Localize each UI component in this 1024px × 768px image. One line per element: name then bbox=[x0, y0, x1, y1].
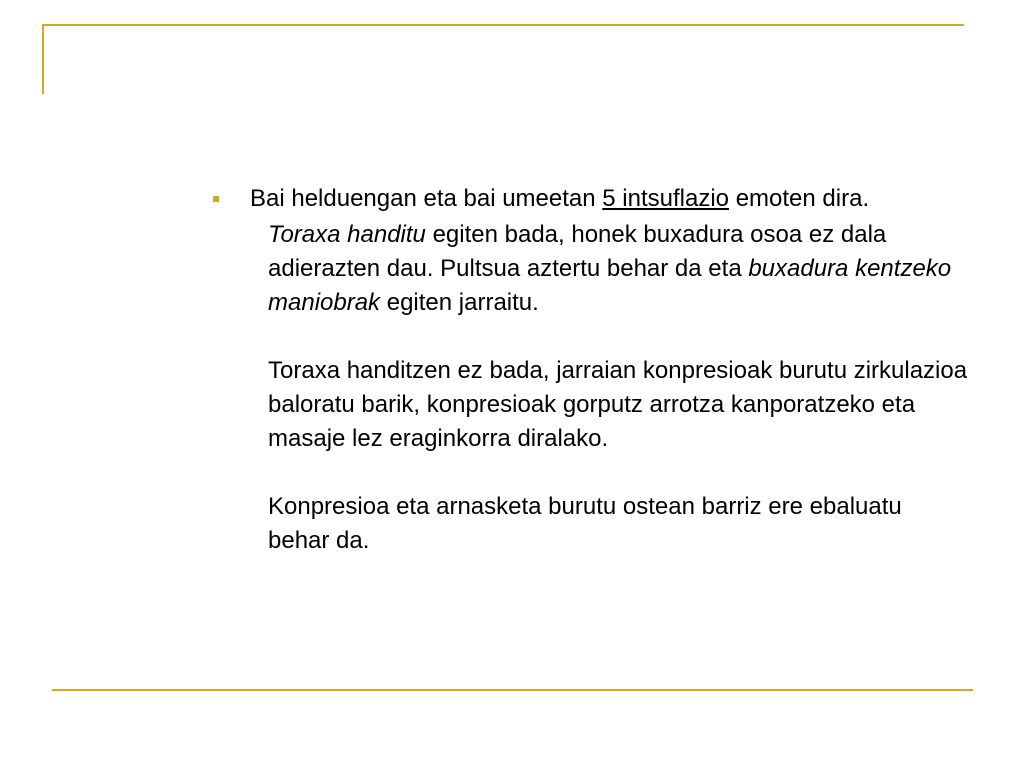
left-border-line bbox=[42, 24, 44, 94]
square-bullet-icon bbox=[213, 196, 219, 202]
top-border-line bbox=[42, 24, 964, 26]
bullet-text bbox=[250, 182, 950, 216]
bullet-underlined-text: 5 intsuflazio bbox=[602, 185, 730, 212]
paragraph-1-italic-2: buxadura kentzeko maniobrak bbox=[268, 255, 952, 316]
paragraph-1-italic-1: Toraxa handitu bbox=[268, 221, 426, 248]
bottom-border-line bbox=[52, 689, 973, 691]
paragraph-1-text-1: egiten bada, honek buxadura osoa ez dala adierazten dau. Pultsua aztertu behar da eta bbox=[268, 221, 887, 282]
bullet-text-after: emoten dira. bbox=[729, 185, 870, 212]
slide-content bbox=[210, 182, 970, 558]
paragraph-1 bbox=[268, 218, 968, 320]
bullet-text-before: Bai helduengan eta bai umeetan bbox=[250, 185, 603, 212]
bullet-item bbox=[210, 182, 950, 216]
paragraph-3: Konpresioa eta arnasketa burutu ostean barriz ere ebaluatu behar da. bbox=[268, 493, 902, 554]
paragraph-1-text-2: egiten jarraitu. bbox=[380, 289, 539, 316]
paragraph-2: Toraxa handitzen ez bada, jarraian konpresioak burutu zirkulazioa baloratu barik, konpresioak gorputz arrotza kanporatzeko eta masaje lez eraginkorra diralako. bbox=[268, 357, 968, 452]
